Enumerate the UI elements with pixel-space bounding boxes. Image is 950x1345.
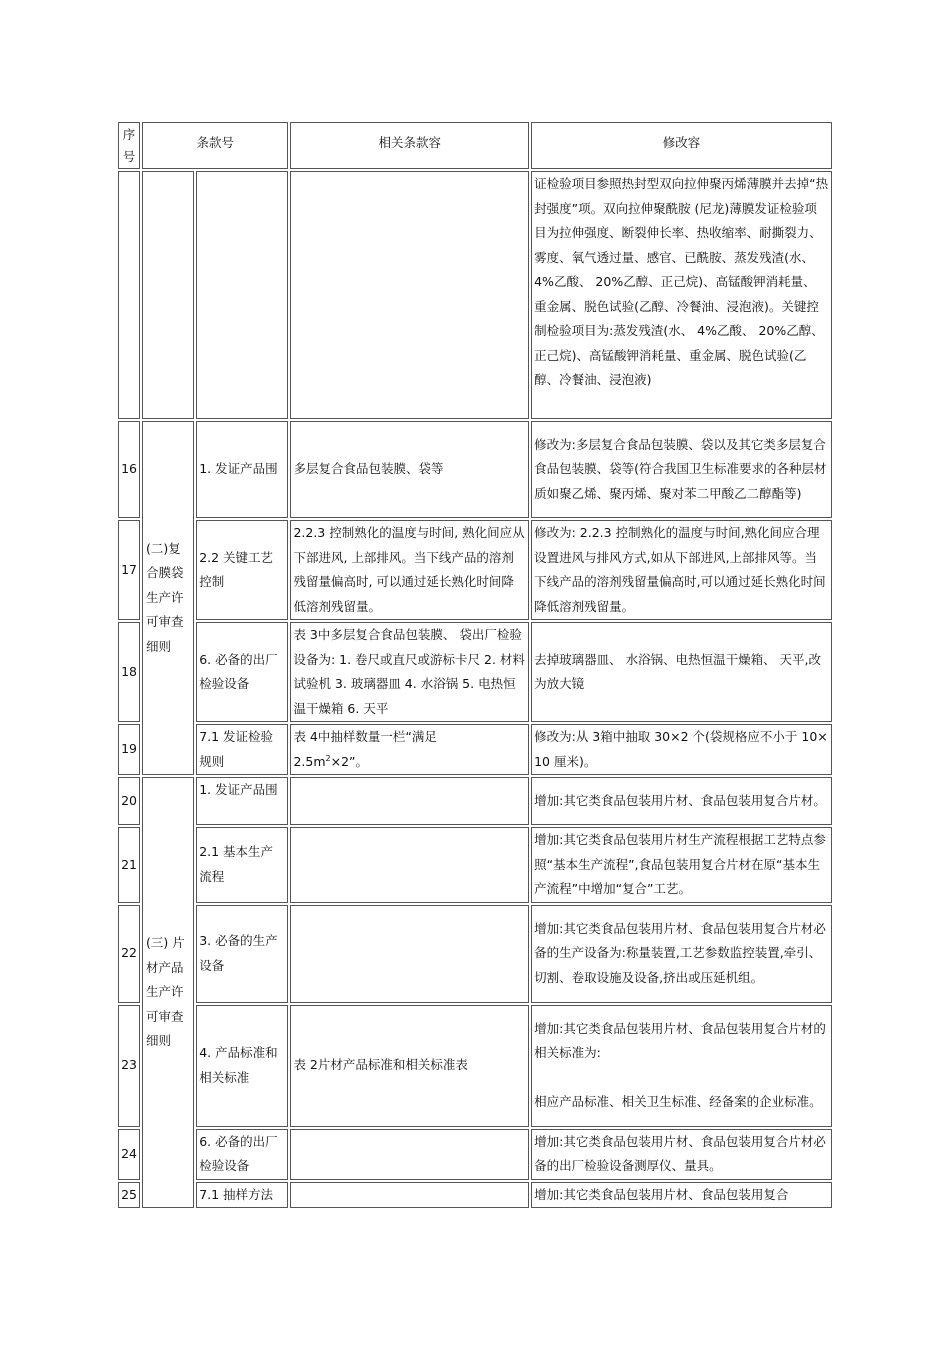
related-content-cell (290, 1182, 529, 1209)
clause-cell: 7.1 发证检验规则 (196, 724, 288, 775)
clause-cell: 4. 产品标准和相关标准 (196, 1005, 288, 1127)
clause-cell: 6. 必备的出厂检验设备 (196, 1129, 288, 1180)
related-content-cell: 表 3中多层复合食品包装膜、 袋出厂检验设备为: 1. 卷尺或直尺或游标卡尺 2. 材料试验机 3. 玻璃器皿 4. 水浴锅 5. 电热恒温干燥箱 6. 天平 (290, 622, 529, 722)
row-number: 16 (118, 421, 140, 518)
row-number (118, 171, 140, 419)
row-number: 17 (118, 520, 140, 620)
related-content-cell (290, 724, 529, 775)
row-number: 20 (118, 777, 140, 825)
related-content-cell (290, 171, 529, 419)
modification-line: 相应产品标准、相关卫生标准、经备案的企业标准。 (534, 1093, 822, 1109)
row-number: 25 (118, 1182, 140, 1209)
revision-table (116, 120, 834, 1210)
section-title-sheet-products: (三) 片材产品生产许可审查细则 (142, 777, 194, 1208)
modification-cell: 增加:其它类食品包装用片材、食品包装用复合片材必备的生产设备为:称量装置,工艺参数监控装置,牵引、切割、卷取设施及设备,挤出或压延机组。 (531, 905, 832, 1003)
header-clause-no: 条款号 (142, 122, 288, 169)
section-cell (142, 171, 194, 419)
modification-cell (531, 1005, 832, 1127)
related-line: 表 4中抽样数量一栏“满足 (293, 729, 437, 744)
clause-cell: 1. 发证产品围 (196, 777, 288, 825)
section-title-composite-film: (二)复合膜袋生产许可审查细则 (142, 421, 194, 775)
related-content-cell: 多层复合食品包装膜、袋等 (290, 421, 529, 518)
modification-line: 增加:其它类食品包装用片材、食品包装用复合片材的相关标准为: (534, 1020, 826, 1061)
clause-cell: 2.1 基本生产流程 (196, 827, 288, 903)
clause-cell: 1. 发证产品围 (196, 421, 288, 518)
related-content-cell: 2.2.3 控制熟化的温度与时间, 熟化间应从下部进风, 上部排风。当下线产品的溶剂残留量偏高时, 可以通过延长熟化时间降低溶剂残留量。 (290, 520, 529, 620)
table-row (118, 520, 832, 620)
clause-cell: 7.1 抽样方法 (196, 1182, 288, 1209)
modification-cell: 修改为: 2.2.3 控制熟化的温度与时间,熟化间应合理设置进风与排风方式,如从下部进风,上部排风等。当下线产品的溶剂残留量偏高时,可以通过延长熟化时间降低溶剂残留量。 (531, 520, 832, 620)
table-row (118, 622, 832, 722)
related-content-cell (290, 777, 529, 825)
modification-cell: 增加:其它类食品包装用片材、食品包装用复合片材。 (531, 777, 832, 825)
related-content-cell: 表 2片材产品标准和相关标准表 (290, 1005, 529, 1127)
related-content-cell (290, 827, 529, 903)
table-row (118, 827, 832, 903)
table-row (118, 1182, 832, 1209)
row-number: 19 (118, 724, 140, 775)
header-related-content: 相关条款容 (290, 122, 529, 169)
clause-cell: 3. 必备的生产设备 (196, 905, 288, 1003)
row-number: 24 (118, 1129, 140, 1180)
clause-cell (196, 171, 288, 419)
row-number: 23 (118, 1005, 140, 1127)
modification-cell: 证检验项目参照热封型双向拉伸聚丙烯薄膜并去掉“热封强度”项。双向拉伸聚酰胺 (尼龙)薄膜发证检验项目为拉伸强度、断裂伸长率、热收缩率、耐撕裂力、雾度、氧气透过量、感官、已酰胺、蒸发残渣(水、 4%乙酸、 20%乙醇、正己烷)、高锰酸钾消耗量、 重金属、脱色试验(乙醇、冷餐油、浸泡液)。关键控制检验项目为:蒸发残渣(水、 4%乙酸、 20%乙醇、正己烷)、高锰酸钾消耗量、重金属、脱色试验(乙醇、冷餐油、浸泡液) (531, 171, 832, 419)
table-row (118, 421, 832, 518)
table-row (118, 777, 832, 825)
superscript: 2 (325, 753, 331, 763)
modification-cell: 修改为:从 3箱中抽取 30×2 个(袋规格应不小于 10×10 厘米)。 (531, 724, 832, 775)
row-number: 18 (118, 622, 140, 722)
table-row (118, 1005, 832, 1127)
related-suffix: ×2”。 (330, 753, 369, 769)
table-header-row (118, 122, 832, 169)
related-content-cell (290, 905, 529, 1003)
document-page (116, 120, 834, 1210)
row-number: 22 (118, 905, 140, 1003)
modification-cell: 修改为:多层复合食品包装膜、袋以及其它类多层复合食品包装膜、袋等(符合我国卫生标准要求的各种层材质如聚乙烯、聚丙烯、聚对苯二甲酸乙二醇酯等) (531, 421, 832, 518)
related-area: 2.5m (293, 753, 326, 769)
modification-cell: 增加:其它类食品包装用片材、食品包装用复合片材必备的出厂检验设备测厚仪、量具。 (531, 1129, 832, 1180)
header-modification: 修改容 (531, 122, 832, 169)
header-seq: 序号 (118, 122, 140, 169)
modification-cell: 增加:其它类食品包装用片材生产流程根据工艺特点参照“基本生产流程”,食品包装用复合片材在原“基本生产流程”中增加“复合”工艺。 (531, 827, 832, 903)
related-content-cell (290, 1129, 529, 1180)
clause-cell: 2.2 关键工艺控制 (196, 520, 288, 620)
table-row (118, 724, 832, 775)
table-row (118, 905, 832, 1003)
modification-cell: 增加:其它类食品包装用片材、食品包装用复合 (531, 1182, 832, 1209)
row-number: 21 (118, 827, 140, 903)
table-row (118, 1129, 832, 1180)
modification-cell: 去掉玻璃器皿、 水浴锅、电热恒温干燥箱、 天平,改为放大镜 (531, 622, 832, 722)
clause-cell: 6. 必备的出厂检验设备 (196, 622, 288, 722)
table-row (118, 171, 832, 419)
